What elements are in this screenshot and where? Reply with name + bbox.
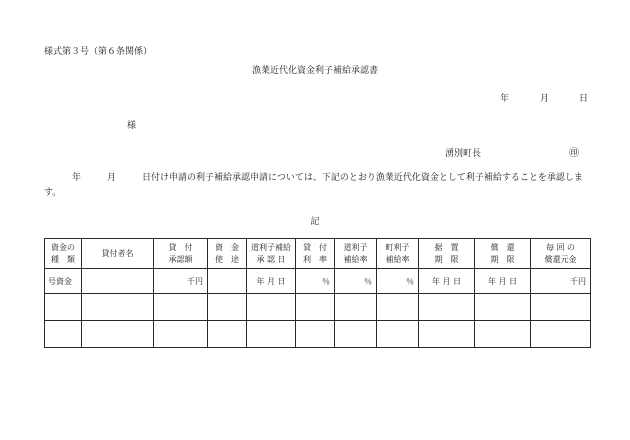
table-row	[45, 321, 591, 348]
table-row	[45, 269, 591, 294]
addressee-suffix: 様	[127, 121, 137, 131]
body-month-label: 月	[107, 173, 117, 183]
header-per-repayment-principal: 毎 回 の 償還元金	[531, 239, 591, 269]
cell-loan-amount-unit: 千円	[154, 269, 208, 294]
cell-fund-type: 号資金	[45, 269, 82, 294]
header-loan-approval-amount: 貸 付 承認額	[154, 239, 208, 269]
cell-prefecture-rate-unit: ％	[335, 269, 377, 294]
cell-deferment-date: 年 月 日	[419, 269, 475, 294]
cell-fund-use	[208, 269, 247, 294]
document-title: 漁業近代化資金利子補給承認書	[251, 66, 378, 76]
cell-loan-rate-unit: ％	[296, 269, 335, 294]
body-text: 日付け申請の利子補給承認申請については、下記のとおり漁業近代化資金として利子補給することを承認します。	[44, 173, 583, 198]
cell-approval-date: 年 月 日	[247, 269, 296, 294]
date-day-label: 日	[579, 94, 589, 104]
cell-lender-name	[82, 269, 154, 294]
cell-repayment-date: 年 月 日	[475, 269, 531, 294]
cell-town-rate-unit: ％	[377, 269, 419, 294]
body-paragraph	[44, 171, 590, 201]
header-prefecture-approval-date: 道利子補給 承 認 日	[247, 239, 296, 269]
table-row	[45, 294, 591, 321]
header-fund-type: 資金の 種 類	[45, 239, 82, 269]
issuer-name: 湧別町長	[445, 149, 482, 159]
body-year-label: 年	[72, 173, 82, 183]
header-loan-rate: 貸 付 利 率	[296, 239, 335, 269]
seal-mark: ㊞	[569, 148, 579, 159]
form-number: 様式第３号（第６条関係）	[44, 47, 153, 57]
table-header-row	[45, 239, 591, 269]
date-year-label: 年	[500, 94, 510, 104]
header-deferment-period: 据 置 期 限	[419, 239, 475, 269]
header-fund-use: 資 金 使 途	[208, 239, 247, 269]
approval-table	[44, 238, 591, 348]
header-prefecture-subsidy-rate: 道利子 補給率	[335, 239, 377, 269]
header-repayment-period: 償 還 期 限	[475, 239, 531, 269]
header-lender-name: 貸付者名	[82, 239, 154, 269]
cell-principal-unit: 千円	[531, 269, 591, 294]
header-town-subsidy-rate: 町利子 補給率	[377, 239, 419, 269]
date-month-label: 月	[540, 94, 550, 104]
ki-heading: 記	[310, 217, 320, 227]
